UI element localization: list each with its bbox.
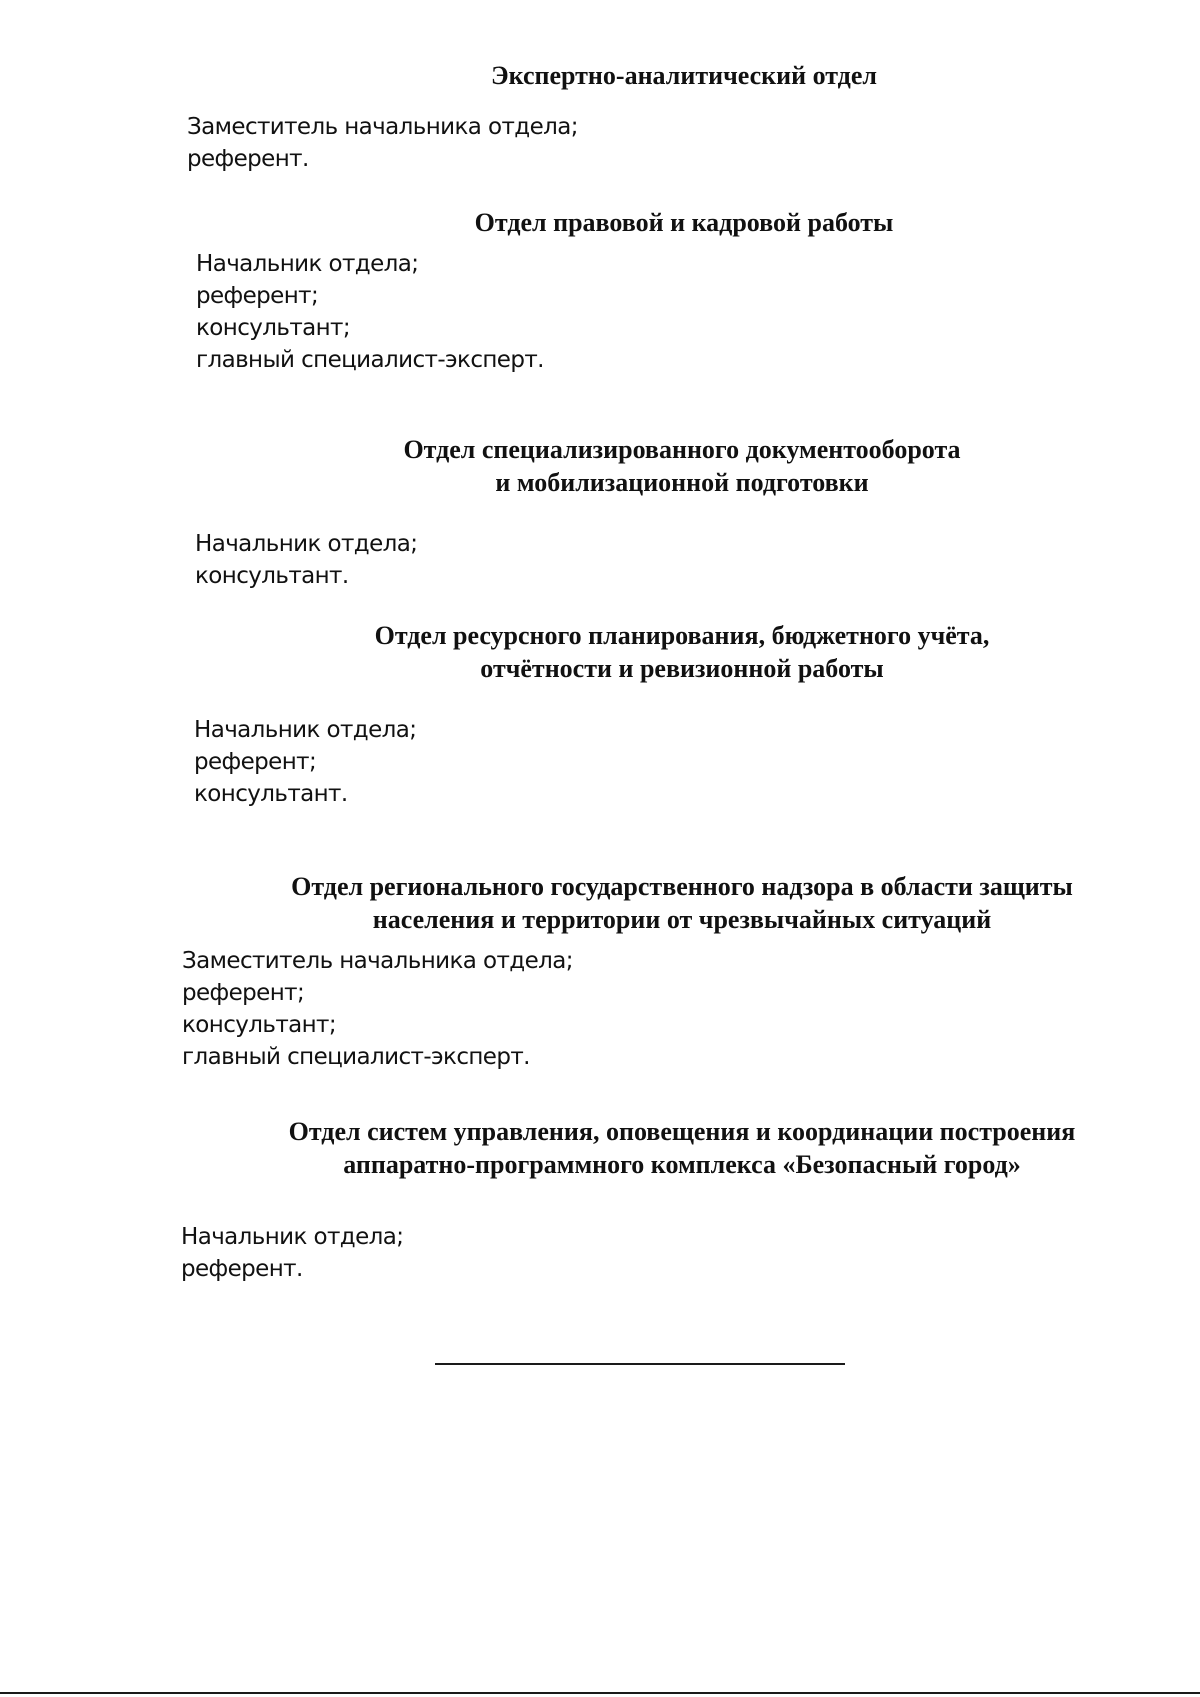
section-heading-expert-analytical <box>384 59 984 92</box>
section-heading-regional-supervision <box>232 870 1132 936</box>
heading-line: отчётности и ревизионной работы <box>480 654 884 683</box>
position-list <box>182 945 573 1073</box>
list-item: консультант; <box>182 1012 336 1038</box>
list-item: Начальник отдела; <box>181 1224 404 1250</box>
list-item: главный специалист-эксперт. <box>196 347 544 373</box>
list-item: Начальник отдела; <box>194 717 417 743</box>
section-heading-legal-hr <box>384 206 984 239</box>
heading-line: Отдел специализированного документооборота <box>403 435 961 464</box>
section-heading-specialized-docflow <box>332 433 1032 499</box>
list-item: главный специалист-эксперт. <box>182 1044 530 1070</box>
heading-line: аппаратно-программного комплекса «Безопасный город» <box>343 1150 1021 1179</box>
position-list <box>187 111 578 175</box>
heading-line: Отдел регионального государственного надзора в области защиты <box>291 872 1073 901</box>
section-heading-resource-planning <box>332 619 1032 685</box>
list-item: Начальник отдела; <box>196 251 419 277</box>
list-item: референт. <box>181 1256 303 1282</box>
heading-line: Отдел правовой и кадровой работы <box>474 208 894 237</box>
heading-line: населения и территории от чрезвычайных ситуаций <box>372 905 992 934</box>
position-list <box>196 248 544 376</box>
list-item: консультант. <box>195 563 349 589</box>
list-item: Начальник отдела; <box>195 531 418 557</box>
position-list <box>181 1221 403 1285</box>
page-bottom-edge <box>0 1692 1200 1694</box>
position-list <box>195 528 417 592</box>
heading-line: Отдел ресурсного планирования, бюджетного учёта, <box>374 621 990 650</box>
list-item: Заместитель начальника отдела; <box>187 114 578 140</box>
end-divider-line <box>435 1363 845 1365</box>
list-item: референт; <box>194 749 317 775</box>
list-item: референт. <box>187 146 309 172</box>
position-list <box>194 714 416 810</box>
list-item: консультант. <box>194 781 348 807</box>
heading-line: и мобилизационной подготовки <box>495 468 869 497</box>
list-item: референт; <box>196 283 319 309</box>
heading-line: Отдел систем управления, оповещения и координации построения <box>288 1117 1076 1146</box>
heading-line: Экспертно-аналитический отдел <box>491 61 877 90</box>
list-item: референт; <box>182 980 305 1006</box>
section-heading-control-systems <box>232 1115 1132 1181</box>
list-item: Заместитель начальника отдела; <box>182 948 573 974</box>
list-item: консультант; <box>196 315 350 341</box>
